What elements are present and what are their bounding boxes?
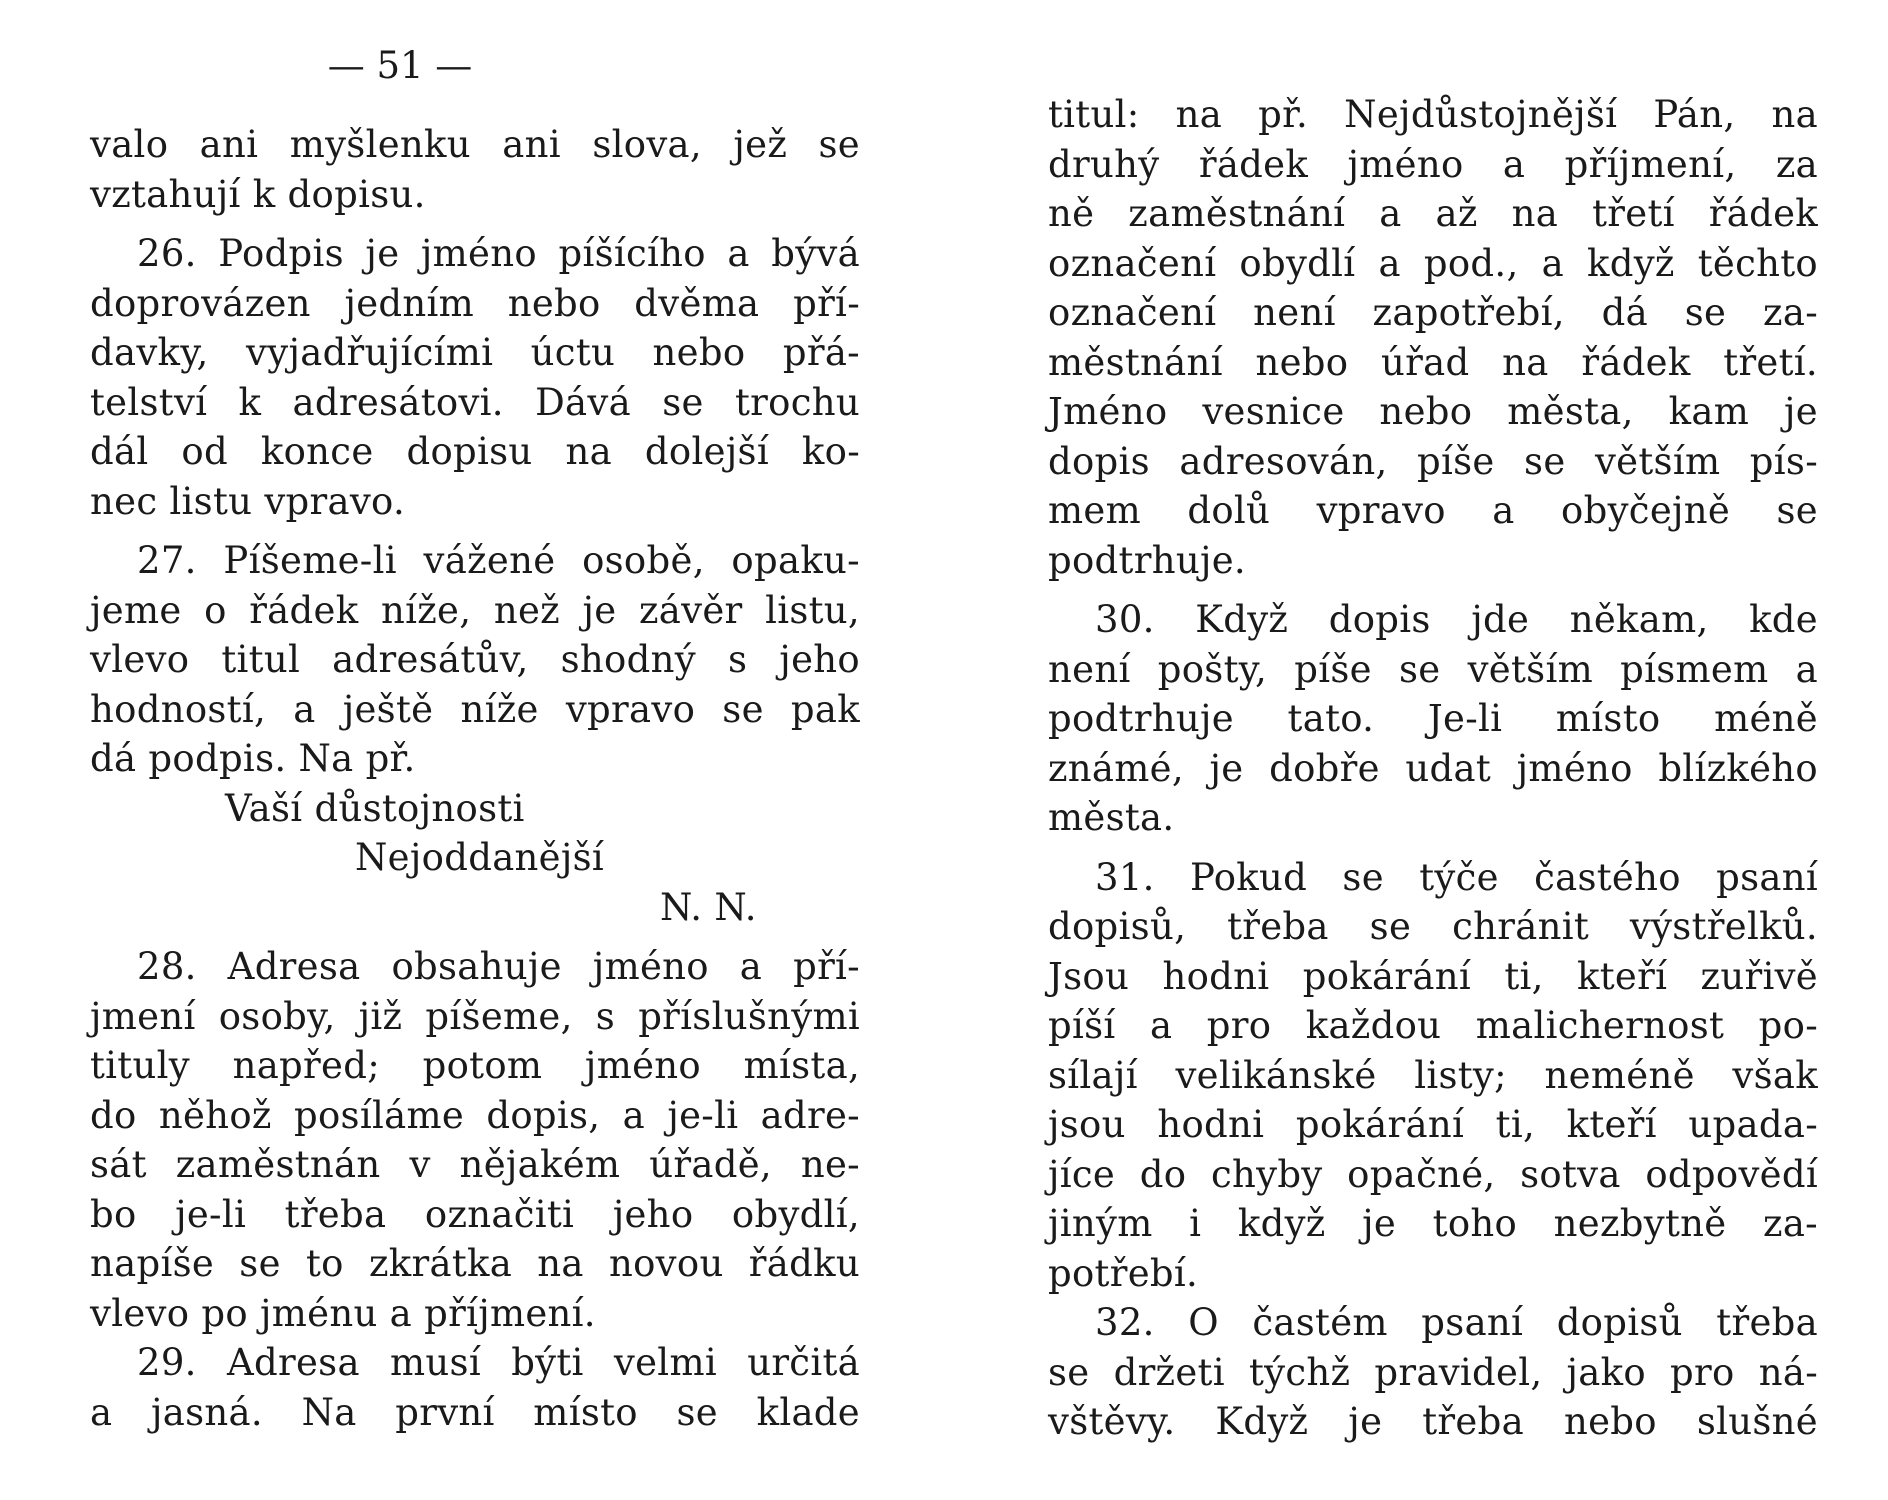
text-line: podtrhuje. xyxy=(1048,538,1246,582)
text-line: druhý řádek jméno a příjmení, za xyxy=(1048,142,1818,186)
paragraph-gap xyxy=(90,932,860,942)
text-line: dál od konce dopisu na dolejší ko- xyxy=(90,430,860,473)
text-line: 26. Podpis je jméno píšícího a bývá xyxy=(137,232,860,275)
right-page xyxy=(1048,90,1818,1447)
text-line: jeme o řádek níže, než je závěr listu, xyxy=(90,588,860,632)
text-line: známé, je dobře udat jméno blízkého xyxy=(1048,746,1818,790)
text-line: píší a pro každou malichernost po- xyxy=(1048,1004,1818,1047)
text-line: tituly napřed; potom jméno místa, xyxy=(90,1044,860,1087)
text-line: dopisů, třeba se chránit výstřelků. xyxy=(1048,905,1818,948)
text-line: doprovázen jedním nebo dvěma pří- xyxy=(90,281,860,325)
text-line: vlevo po jménu a příjmení. xyxy=(90,1291,596,1335)
text-line: napíše se to zkrátka na novou řádku xyxy=(90,1242,860,1285)
paragraph-gap xyxy=(1048,585,1818,595)
paragraph-gap xyxy=(90,526,860,536)
text-line: sát zaměstnán v nějakém úřadě, ne- xyxy=(90,1143,860,1186)
text-line: 31. Pokud se týče častého psaní xyxy=(1095,855,1818,899)
text-line: sílají velikánské listy; neméně však xyxy=(1048,1053,1818,1097)
text-line: nec listu vpravo. xyxy=(90,479,406,523)
text-line: označení obydlí a pod., a když těchto xyxy=(1048,241,1818,285)
text-line: jmení osoby, již píšeme, s příslušnými xyxy=(90,994,860,1038)
text-line: valo ani myšlenku ani slova, jež se xyxy=(90,123,860,166)
text-line: bo je-li třeba označiti jeho obydlí, xyxy=(90,1192,860,1236)
page-number: — 51 — xyxy=(327,44,473,87)
text-line: vztahují k dopisu. xyxy=(90,172,426,216)
text-line: 27. Píšeme-li vážené osobě, opaku- xyxy=(137,539,860,582)
text-line: není pošty, píše se větším písmem a xyxy=(1048,647,1818,691)
text-line: 30. Když dopis jde někam, kde xyxy=(1095,598,1818,641)
text-line: dá podpis. Na př. xyxy=(90,737,416,780)
text-line: mem dolů vpravo a obyčejně se xyxy=(1048,489,1818,532)
right-page-text xyxy=(1048,90,1818,1447)
text-line: ně zaměstnání a až na třetí řádek xyxy=(1048,192,1818,235)
text-line: Jméno vesnice nebo města, kam je xyxy=(1048,390,1818,433)
paragraph-gap xyxy=(1048,843,1818,853)
text-line: hodností, a ještě níže vpravo se pak xyxy=(90,687,860,731)
text-line: městnání nebo úřad na řádek třetí. xyxy=(1048,340,1818,384)
text-line: 32. O častém psaní dopisů třeba xyxy=(1095,1301,1818,1344)
text-line: označení není zapotřebí, dá se za- xyxy=(1048,291,1818,334)
text-line: titul: na př. Nejdůstojnější Pán, na xyxy=(1048,93,1818,136)
text-line: telství k adresátovi. Dává se trochu xyxy=(90,380,860,424)
text-line: města. xyxy=(1048,796,1175,839)
text-line: potřebí. xyxy=(1048,1251,1199,1295)
text-line: davky, vyjadřujícími úctu nebo přá- xyxy=(90,331,860,374)
text-line: 28. Adresa obsahuje jméno a pří- xyxy=(137,945,860,988)
text-line: vlevo titul adresátův, shodný s jeho xyxy=(90,638,860,681)
text-line: dopis adresován, píše se větším pís- xyxy=(1048,439,1818,483)
text-line: N. N. xyxy=(660,885,757,929)
left-page-text xyxy=(90,120,860,1437)
text-line: Vaší důstojnosti xyxy=(225,786,525,830)
text-line: podtrhuje tato. Je-li místo méně xyxy=(1048,697,1818,740)
text-line: 29. Adresa musí býti velmi určitá xyxy=(137,1341,860,1384)
text-line: Nejoddanější xyxy=(355,836,605,879)
text-line: jiným i když je toho nezbytně za- xyxy=(1048,1202,1818,1245)
left-page xyxy=(90,40,860,1437)
text-line: se držeti týchž pravidel, jako pro ná- xyxy=(1048,1350,1818,1394)
text-line: Jsou hodni pokárání ti, kteří zuřivě xyxy=(1048,954,1818,998)
paragraph-gap xyxy=(90,219,860,229)
text-line: jsou hodni pokárání ti, kteří upada- xyxy=(1048,1103,1818,1146)
text-line: a jasná. Na první místo se klade xyxy=(90,1390,860,1434)
text-line: jíce do chyby opačné, sotva odpovědí xyxy=(1048,1152,1818,1196)
text-line: do něhož posíláme dopis, a je-li adre- xyxy=(90,1093,860,1137)
text-line: vštěvy. Když je třeba nebo slušné xyxy=(1048,1400,1818,1443)
